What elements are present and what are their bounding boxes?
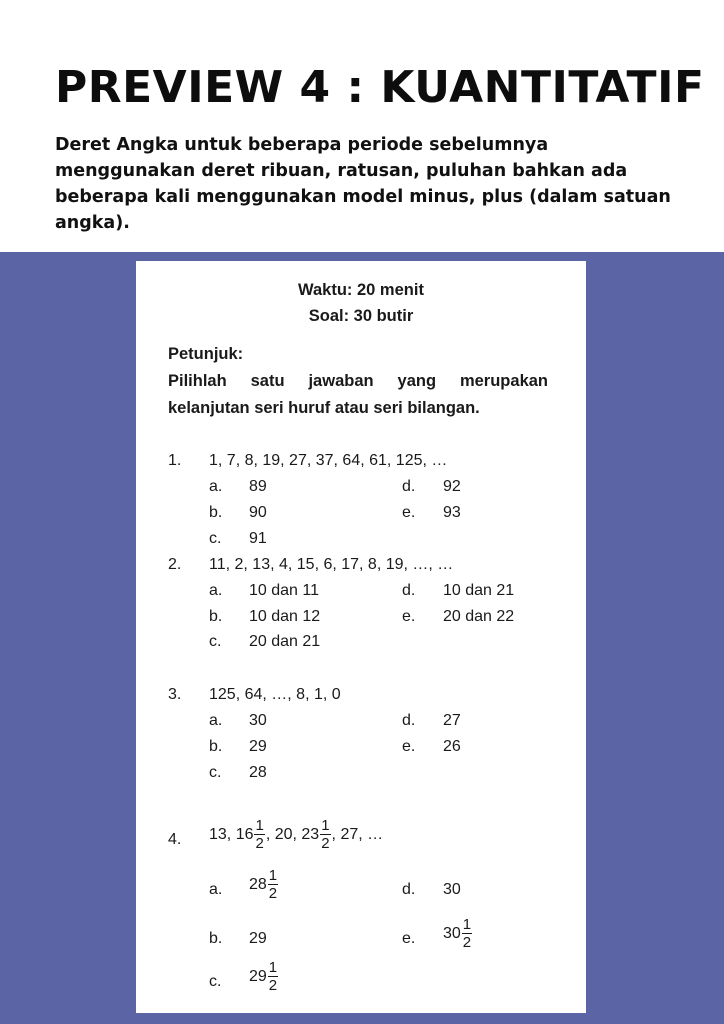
- q4-option-e-whole: 30: [443, 924, 461, 942]
- q2-option-a-letter: a.: [209, 582, 223, 599]
- q4-seq-fraction-1-denominator: 2: [255, 835, 264, 852]
- exam-sheet: [136, 261, 586, 1013]
- q3-option-e-letter: e.: [402, 738, 416, 755]
- q4-seq-fraction-2: [320, 817, 330, 852]
- q1-option-e-letter: e.: [402, 504, 416, 521]
- question-3-sequence: 125, 64, …, 8, 1, 0: [209, 686, 341, 703]
- q2-option-c-letter: c.: [209, 633, 222, 650]
- q3-option-a-value: 30: [249, 712, 267, 729]
- q4-option-d-letter: d.: [402, 881, 416, 898]
- question-2-sequence: 11, 2, 13, 4, 15, 6, 17, 8, 19, …, …: [209, 556, 454, 573]
- q1-option-a-letter: a.: [209, 478, 223, 495]
- q4-seq-part-3: , 27, …: [331, 825, 384, 843]
- q3-option-c-value: 28: [249, 764, 267, 781]
- question-4-sequence: [209, 817, 383, 852]
- q4-option-e-fraction: [462, 916, 472, 951]
- q3-option-a-letter: a.: [209, 712, 223, 729]
- q2-option-d-letter: d.: [402, 582, 416, 599]
- instruction-label: Petunjuk:: [168, 345, 244, 363]
- q1-option-c-value: 91: [249, 530, 267, 547]
- question-1-sequence: 1, 7, 8, 19, 27, 37, 64, 61, 125, …: [209, 452, 448, 469]
- q2-option-b-value: 10 dan 12: [249, 608, 321, 625]
- q1-option-c-letter: c.: [209, 530, 222, 547]
- q4-seq-fraction-2-numerator: 1: [321, 817, 330, 834]
- q2-option-b-letter: b.: [209, 608, 223, 625]
- q4-option-c-numerator: 1: [268, 959, 278, 976]
- q4-option-e-letter: e.: [402, 930, 416, 947]
- q4-option-c-letter: c.: [209, 973, 222, 990]
- q4-option-c-whole: 29: [249, 967, 267, 985]
- q1-option-d-letter: d.: [402, 478, 416, 495]
- q4-option-a-numerator: 1: [268, 867, 278, 884]
- q4-option-a-letter: a.: [209, 881, 223, 898]
- q4-seq-fraction-1-numerator: 1: [255, 817, 264, 834]
- q3-option-c-letter: c.: [209, 764, 222, 781]
- q3-option-b-letter: b.: [209, 738, 223, 755]
- time-info: Waktu: 20 menit: [298, 281, 424, 299]
- question-4-number: 4.: [168, 831, 182, 848]
- question-1-number: 1.: [168, 452, 182, 469]
- q2-option-a-value: 10 dan 11: [249, 582, 319, 599]
- q2-option-e-value: 20 dan 22: [443, 608, 515, 625]
- q4-option-c-fraction: [268, 959, 278, 994]
- q4-option-a-value: [249, 867, 279, 902]
- q4-option-c-value: [249, 959, 279, 994]
- q3-option-e-value: 26: [443, 738, 461, 755]
- page-description: Deret Angka untuk beberapa periode sebelumnya menggunakan deret ribuan, ratusan, puluhan bahkan ada beberapa kali menggunakan model minus, plus (dalam satuan angka).: [55, 135, 671, 233]
- q4-option-c-denominator: 2: [268, 977, 278, 994]
- question-2-number: 2.: [168, 556, 182, 573]
- q3-option-b-value: 29: [249, 738, 267, 755]
- q2-option-d-value: 10 dan 21: [443, 582, 515, 599]
- q4-seq-part-1: 13, 16: [209, 825, 254, 843]
- q4-option-d-value: 30: [443, 881, 461, 898]
- q4-seq-fraction-1: [254, 817, 264, 852]
- q4-option-a-whole: 28: [249, 875, 267, 893]
- q4-option-e-numerator: 1: [462, 916, 472, 933]
- question-3-number: 3.: [168, 686, 182, 703]
- q4-option-e-value: [443, 916, 473, 951]
- q3-option-d-letter: d.: [402, 712, 416, 729]
- q1-option-b-letter: b.: [209, 504, 223, 521]
- q1-option-b-value: 90: [249, 504, 267, 521]
- q1-option-e-value: 93: [443, 504, 461, 521]
- q4-seq-part-2: , 20, 23: [265, 825, 320, 843]
- q4-option-a-denominator: 2: [268, 885, 278, 902]
- instruction-line-2: kelanjutan seri huruf atau seri bilangan.: [168, 399, 480, 417]
- q4-option-b-letter: b.: [209, 930, 223, 947]
- q4-option-a-fraction: [268, 867, 278, 902]
- q4-seq-fraction-2-denominator: 2: [321, 835, 330, 852]
- q4-option-e-denominator: 2: [462, 934, 472, 951]
- q2-option-e-letter: e.: [402, 608, 416, 625]
- header: [0, 0, 724, 252]
- q1-option-d-value: 92: [443, 478, 461, 495]
- q4-option-b-value: 29: [249, 930, 267, 947]
- question-count: Soal: 30 butir: [308, 307, 414, 325]
- page-title: PREVIEW 4 : KUANTITATIF: [55, 62, 705, 113]
- instruction-line-1: Pilihlah satu jawaban yang merupakan: [168, 372, 548, 390]
- q2-option-c-value: 20 dan 21: [249, 633, 321, 650]
- q3-option-d-value: 27: [443, 712, 461, 729]
- q1-option-a-value: 89: [249, 478, 267, 495]
